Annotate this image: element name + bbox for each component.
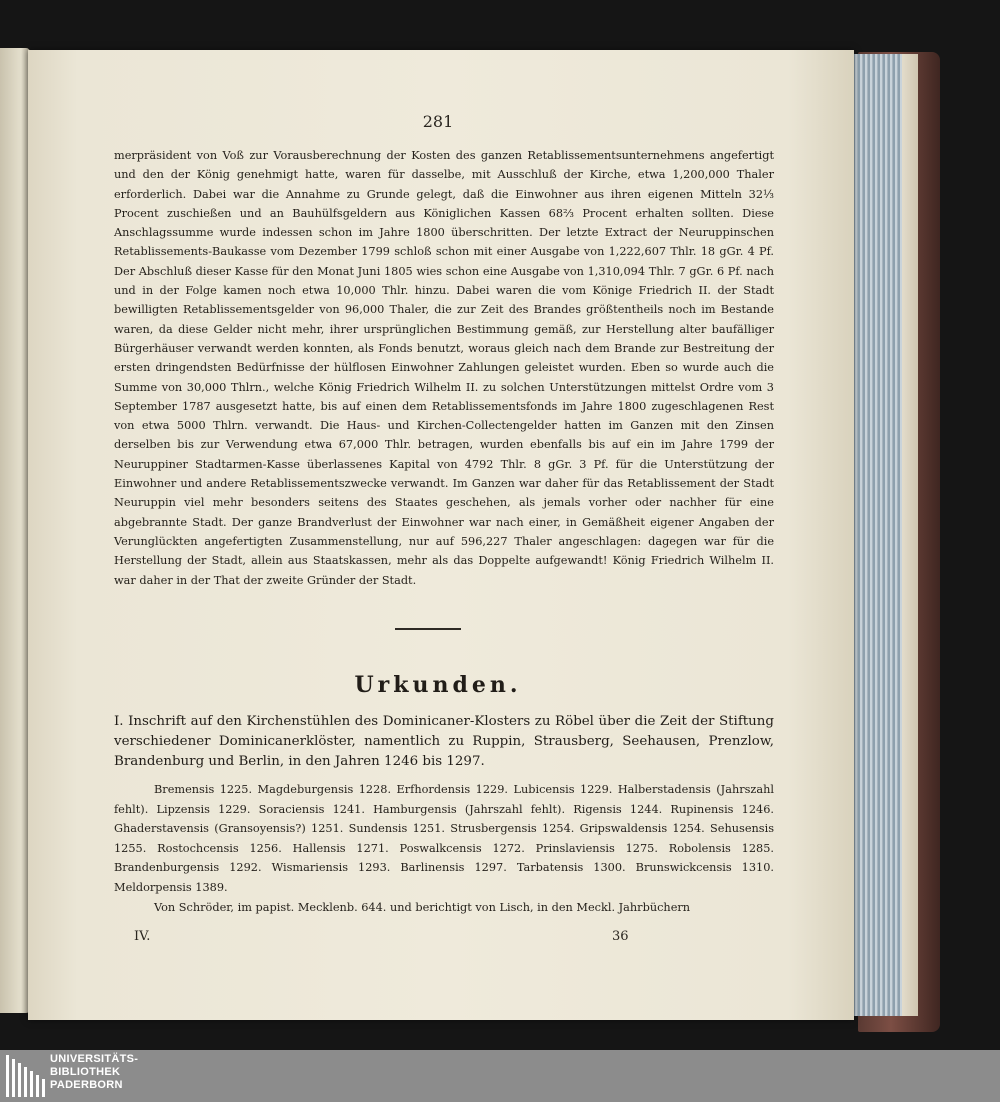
library-name-line: UNIVERSITÄTS- <box>50 1053 139 1065</box>
book-page <box>28 50 854 1020</box>
library-footer <box>0 1050 1000 1102</box>
library-name-line: BIBLIOTHEK <box>50 1066 121 1078</box>
folio-number: 36 <box>612 929 629 944</box>
library-logo-icon <box>6 1055 46 1097</box>
section-heading: Urkunden. <box>354 672 522 698</box>
source-note: Von Schröder, im papist. Mecklenb. 644. und berichtigt von Lisch, in den Meckl. Jahrbüchern <box>154 900 691 914</box>
body-paragraph-text: merpräsident von Voß zur Vorausberechnung der Kosten des ganzen Retablissementsunternehmens angefertigt und den der König genehmigt hatte, waren für dasselbe, mit Ausschluß der Kirche, etwa 1,200,000 Thaler erforderlich. Dabei war die Annahme zu Grunde gelegt, daß die Einwohner aus ihren eigenen Mitteln 32⅓ Procent zuschießen und an Bauhülfsgeldern aus Königlichen Kassen 68⅔ Procent erhalten sollten. Diese Anschlagssumme wurde indessen schon im Jahre 1800 überschritten. Der letzte Extract der Neuruppinschen Retablissements-Baukasse vom Dezember 1799 schloß schon mit einer Ausgabe von 1,222,607 Thlr. 18 gGr. 4 Pf. Der Abschluß dieser Kasse für den Monat Juni 1805 wies schon eine Ausgabe von 1,310,094 Thlr. 7 gGr. 6 Pf. nach und in der Folge kamen noch etwa 10,000 Thlr. hinzu. Dabei waren die vom Könige Friedrich II. der Stadt bewilligten Retablissementsgelder von 96,000 Thaler, die zur Zeit des Brandes größtentheils noch im Bestande waren, da diese Gelder nicht mehr, ihrer ursprünglichen Bestimmung gemäß, zur Herstellung alter baufälliger Bürgerhäuser verwandt werden konnten, als Fonds benutzt, woraus gleich nach dem Brande zur Bestreitung der ersten dringendsten Bedürfnisse der hülflosen Einwohner Zahlungen geleistet wurden. Eben so wurde auch die Summe von 30,000 Thlrn., welche König Friedrich Wilhelm II. zu solchen Unterstützungen mittelst Ordre vom 3 September 1787 ausgesetzt hatte, bis auf einen dem Retablissementsfonds im Jahre 1800 zugeschlagenen Rest von etwa 5000 Thlrn. verwandt. Die Haus- und Kirchen-Collectengelder hatten im Ganzen mit den Zinsen derselben bis zur Verwendung etwa 67,000 Thlr. betragen, wurden ebenfalls bis auf ein im Jahre 1799 der Neuruppiner Stadtarmen-Kasse überlassenes Kapital von 4792 Thlr. 8 gGr. 3 Pf. für die Unterstützung der Einwohner und andere Retablissementszwecke verwandt. Im Ganzen war daher für das Retablissement der Stadt Neuruppin viel mehr besonders seitens des Staates geschehen, als jemals vorher oder nachher für eine abgebrannte Stadt. Der ganze Brandverlust der Einwohner war nach einer, in Gemäßheit eigener Angaben der Verunglückten angefertigten Zusammenstellung, nur auf 596,227 Thaler angeschlagen: dagegen war für die Herstellung der Stadt, allein aus Staatskassen, mehr als das Doppelte aufgewandt! König Friedrich Wilhelm II. war daher in der That der zweite Gründer der Stadt. <box>114 149 774 587</box>
inscription-text: Bremensis 1225. Magdeburgensis 1228. Erfhordensis 1229. Lubicensis 1229. Halberstadensis (Jahrszahl fehlt). Lipzensis 1229. Soraciensis 1241. Hamburgensis (Jahrszahl fehlt). Rigensis 1244. Rupinensis 1246. Ghaderstavensis (Gransoyensis?) 1251. Sundensis 1251. Strusbergensis 1254. Gripswaldensis 1254. Sehusensis 1255. Rostochcensis 1256. Hallensis 1271. Poswalkcensis 1272. Prinslaviensis 1275. Robolensis 1285. Brandenburgensis 1292. Wismariensis 1293. Barlinensis 1297. Tarbatensis 1300. Brunswickcensis 1310. Meldorpensis 1389. <box>114 783 774 894</box>
document-title: I. Inschrift auf den Kirchenstühlen des Dominicaner-Klosters zu Röbel über die Zeit der Stiftung verschiedener Dominicanerklöster, namentlich zu Ruppin, Strausberg, Seehausen, Prenzlow, Brandenburg und Berlin, in den Jahren 1246 bis 1297. <box>114 714 774 769</box>
body-paragraph <box>114 146 774 590</box>
library-name <box>50 1053 138 1092</box>
page-number: 281 <box>422 112 454 131</box>
left-page-edge <box>0 48 30 1013</box>
inscription-list <box>114 780 774 917</box>
page-block-edges <box>848 54 918 1016</box>
library-name-line: PADERBORN <box>50 1079 123 1091</box>
section-separator <box>395 628 461 630</box>
signature-mark: IV. <box>134 929 151 944</box>
